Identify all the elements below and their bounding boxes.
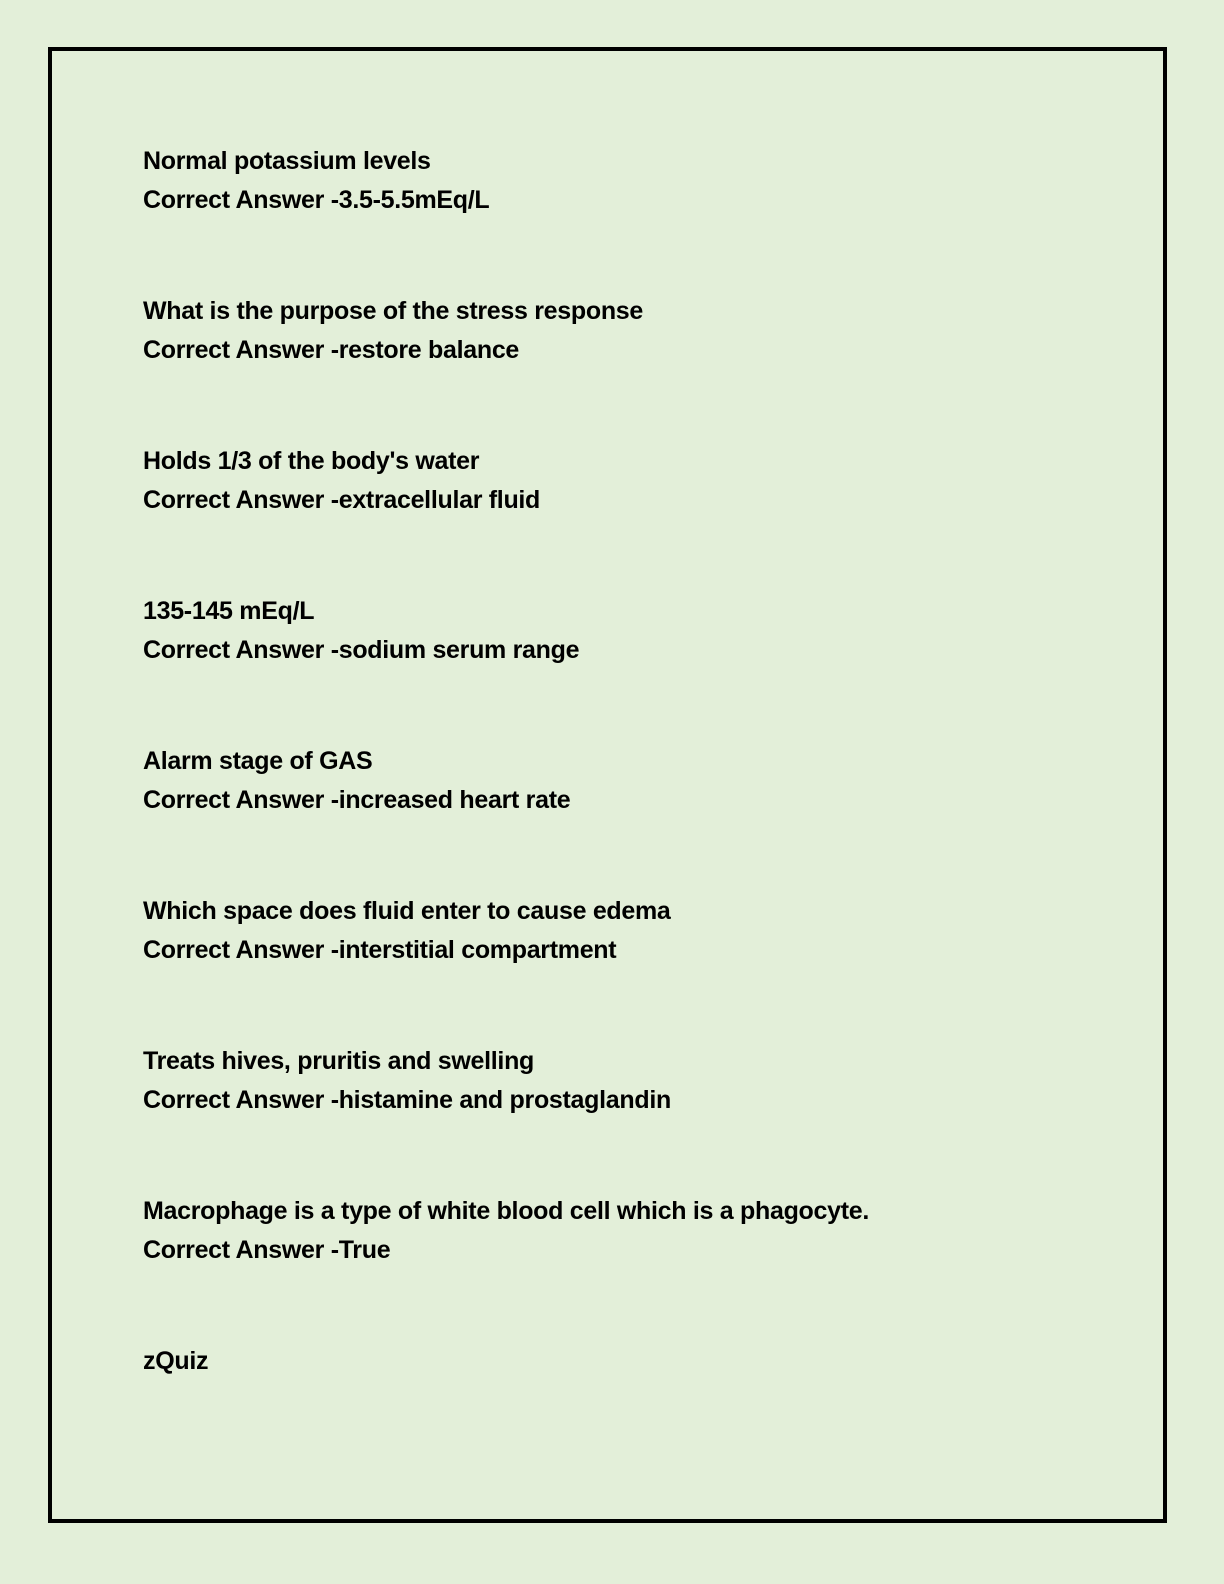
quiz-content [143, 142, 1103, 1381]
answer-text: Correct Answer -sodium serum range [143, 636, 580, 664]
qa-item [143, 1192, 1103, 1342]
qa-item [143, 742, 1103, 892]
question-text: Which space does fluid enter to cause edema [143, 897, 671, 925]
answer-text: Correct Answer -increased heart rate [143, 786, 571, 814]
answer-text: Correct Answer -histamine and prostaglandin [143, 1086, 671, 1114]
answer-text: Correct Answer -True [143, 1236, 391, 1264]
question-text: Holds 1/3 of the body's water [143, 447, 480, 475]
answer-text: Correct Answer -restore balance [143, 336, 520, 364]
qa-item [143, 292, 1103, 442]
answer-text: Correct Answer -interstitial compartment [143, 936, 617, 964]
qa-item [143, 892, 1103, 1042]
question-text: Macrophage is a type of white blood cell which is a phagocyte. [143, 1197, 869, 1225]
answer-text: Correct Answer -extracellular fluid [143, 486, 541, 514]
qa-item [143, 1042, 1103, 1192]
question-text: 135-145 mEq/L [143, 597, 315, 625]
question-text: Alarm stage of GAS [143, 747, 373, 775]
question-text: Treats hives, pruritis and swelling [143, 1047, 535, 1075]
footer-label: zQuiz [143, 1347, 209, 1375]
question-text: Normal potassium levels [143, 147, 431, 175]
question-text: What is the purpose of the stress response [143, 297, 644, 325]
qa-item [143, 142, 1103, 292]
qa-item [143, 592, 1103, 742]
answer-text: Correct Answer -3.5-5.5mEq/L [143, 186, 490, 214]
qa-item [143, 442, 1103, 592]
